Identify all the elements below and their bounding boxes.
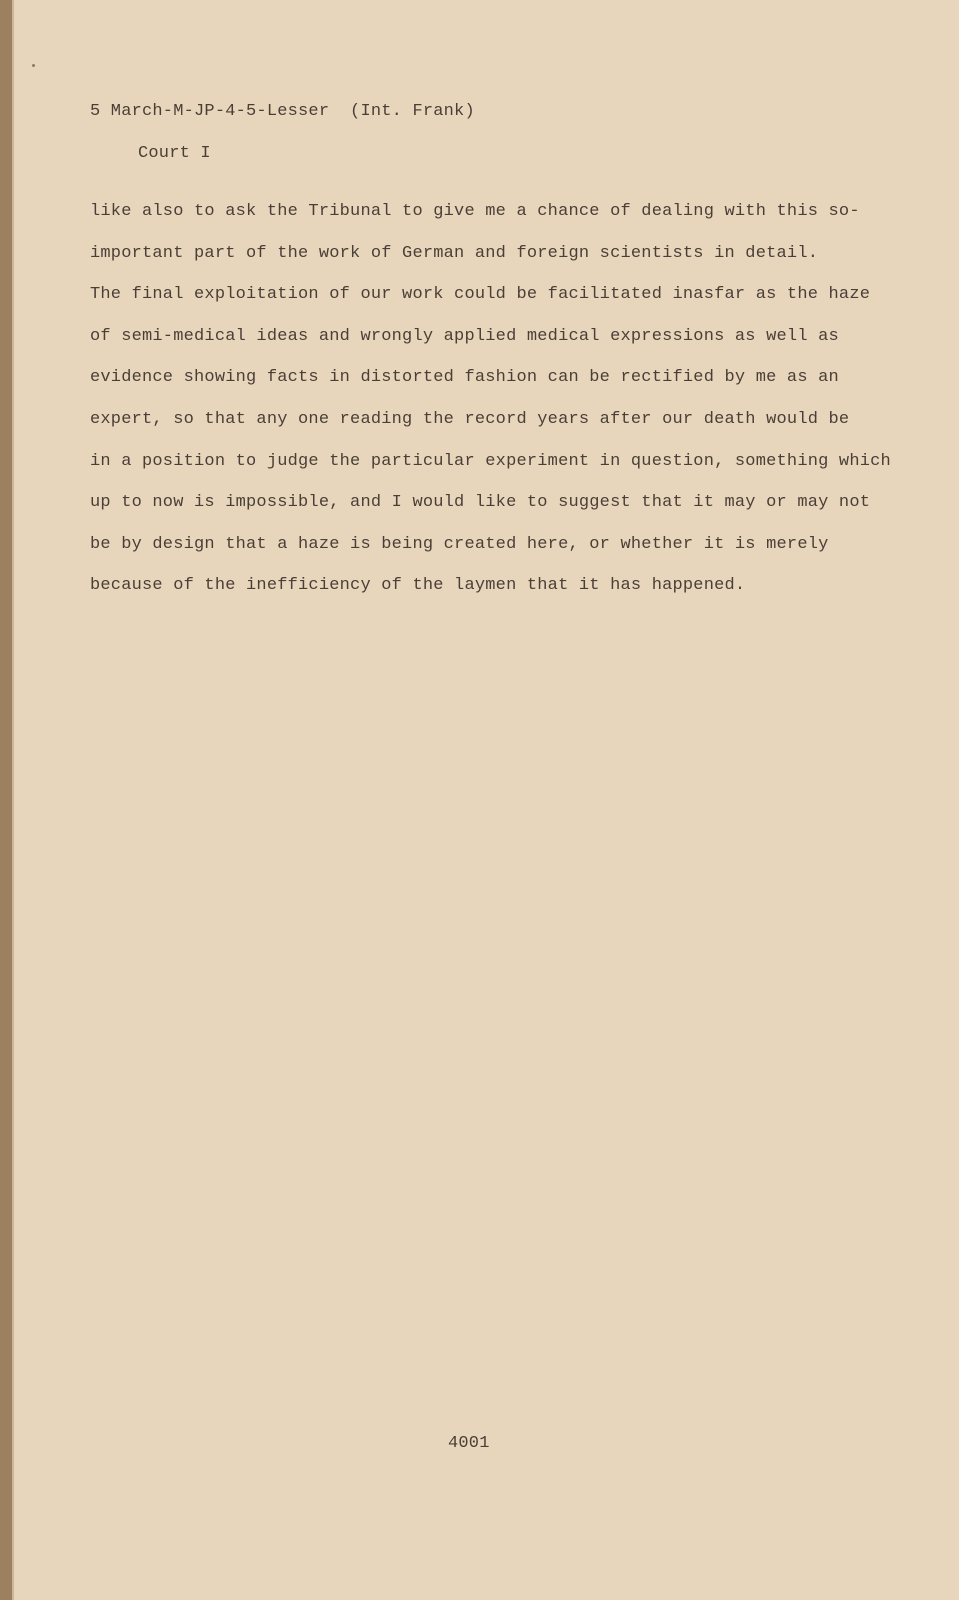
text-line: expert, so that any one reading the record years after our death would be xyxy=(90,409,850,429)
text-line: The final exploitation of our work could be facilitated inasfar as the haze xyxy=(90,285,871,305)
text-line: of semi-medical ideas and wrongly applied medical expressions as well as xyxy=(90,326,839,346)
page-number: 4001 xyxy=(448,1434,490,1453)
text-line: because of the inefficiency of the laymen that it has happened. xyxy=(90,576,746,596)
court-label: Court I xyxy=(138,144,211,163)
document-page xyxy=(12,0,959,1600)
text-line: evidence showing facts in distorted fashion can be rectified by me as an xyxy=(90,368,839,388)
paper-speck xyxy=(32,64,35,67)
page-left-edge xyxy=(0,0,12,1600)
text-line: in a position to judge the particular experiment in question, something which xyxy=(90,451,891,471)
text-line: like also to ask the Tribunal to give me a chance of dealing with this so- xyxy=(90,202,860,221)
body-text xyxy=(90,200,891,616)
text-line: up to now is impossible, and I would like to suggest that it may or may not xyxy=(90,493,871,513)
text-line: important part of the work of German and foreign scientists in detail. xyxy=(90,243,819,263)
document-header: 5 March-M-JP-4-5-Lesser (Int. Frank) xyxy=(90,102,475,121)
text-line: be by design that a haze is being created here, or whether it is merely xyxy=(90,534,829,554)
